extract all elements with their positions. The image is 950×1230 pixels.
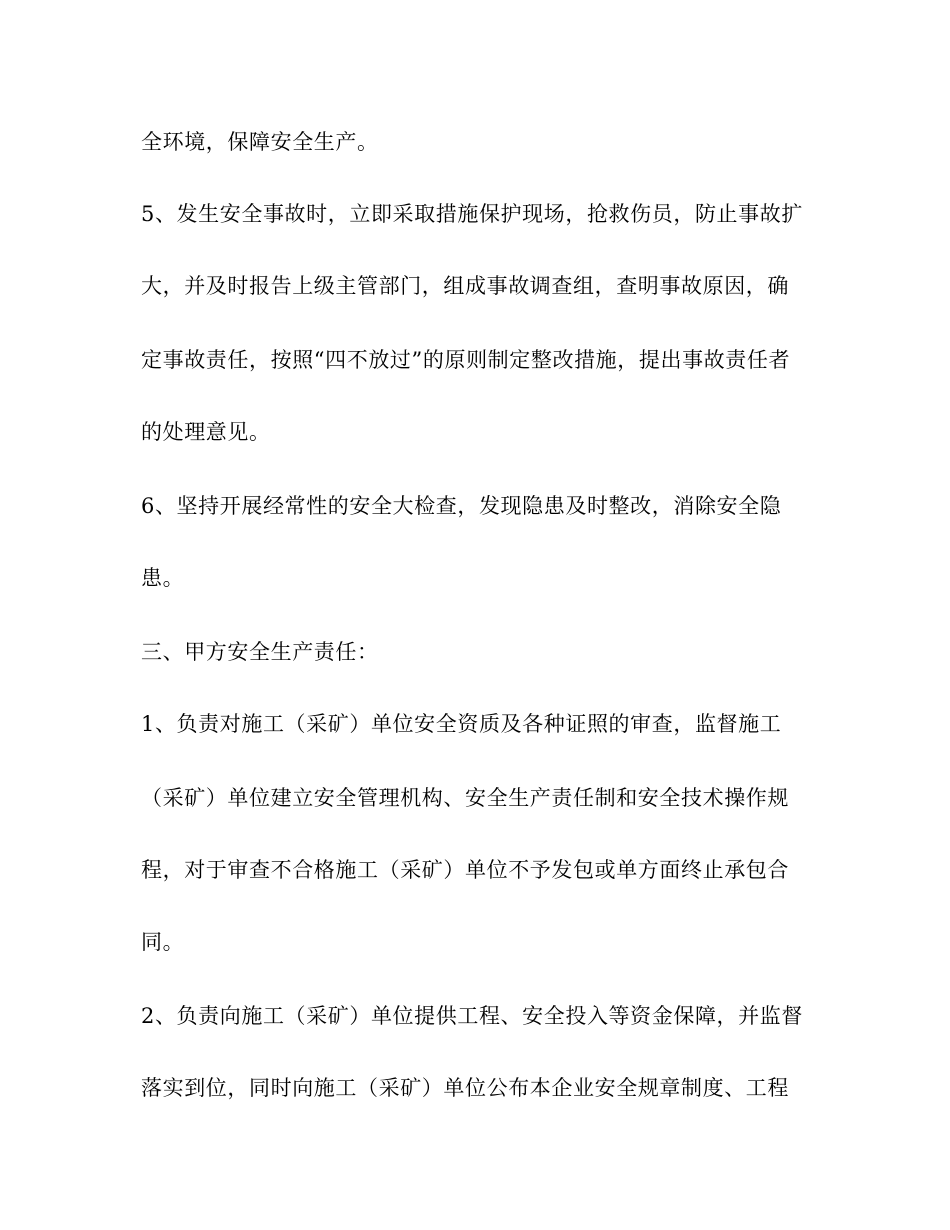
text-line: 同。 xyxy=(141,930,185,954)
text-line: （采矿）单位建立安全管理机构、安全生产责任制和安全技术操作规 xyxy=(141,786,789,810)
text-line: 6、坚持开展经常性的安全大检查，发现隐患及时整改，消除安全隐 xyxy=(141,494,782,518)
text-line: 大，并及时报告上级主管部门，组成事故调查组，查明事故原因，确 xyxy=(141,274,789,298)
text-line: 落实到位，同时向施工（采矿）单位公布本企业安全规章制度、工程 xyxy=(141,1076,789,1100)
text-line: 全环境，保障安全生产。 xyxy=(141,130,379,154)
text-line: 的处理意见。 xyxy=(141,420,271,444)
text-line: 程，对于审查不合格施工（采矿）单位不予发包或单方面终止承包合 xyxy=(141,858,789,882)
text-line: 5、发生安全事故时，立即采取措施保护现场，抢救伤员，防止事故扩 xyxy=(141,202,803,226)
text-line: 患。 xyxy=(141,566,185,590)
text-line: 定事故责任，按照“四不放过”的原则制定整改措施，提出事故责任者 xyxy=(141,348,791,372)
section-heading: 三、甲方安全生产责任： xyxy=(141,640,379,664)
text-line: 1、负责对施工（采矿）单位安全资质及各种证照的审查，监督施工 xyxy=(141,712,782,736)
text-line: 2、负责向施工（采矿）单位提供工程、安全投入等资金保障，并监督 xyxy=(141,1004,803,1028)
